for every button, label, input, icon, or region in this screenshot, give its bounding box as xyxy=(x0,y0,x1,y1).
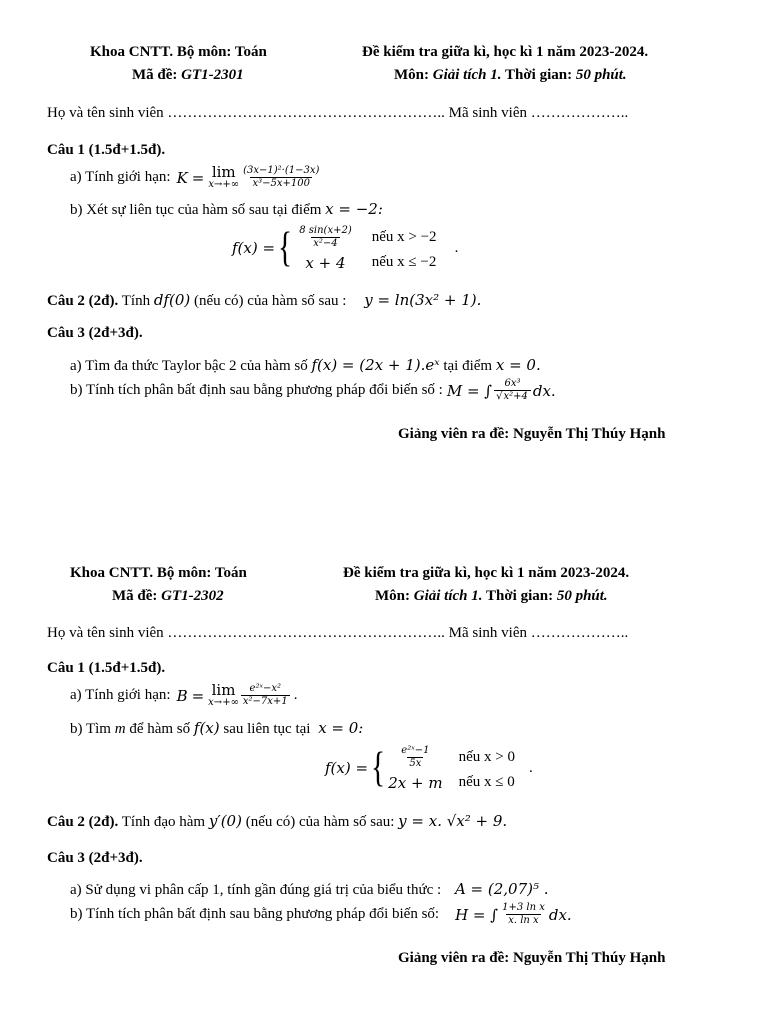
exam2-q2-expr: y′(0) xyxy=(208,812,242,830)
exam1-q1b-piece1-num: 8 sin(x+2) xyxy=(299,224,352,236)
exam2-subject-row xyxy=(375,588,608,605)
exam2-student-line: Họ và tên sinh viên ……………………………………………….. Mã sinh viên ……………….. xyxy=(47,625,629,641)
exam1-q3b-num: 6x³ xyxy=(504,378,521,389)
exam2-q2-title: Câu 2 (2đ). xyxy=(47,814,119,830)
exam1-q3a-text: a) Tìm đa thức Taylor bậc 2 của hàm số xyxy=(70,358,308,374)
exam1-q3a-point: x = 0. xyxy=(495,356,541,374)
exam1-q1a xyxy=(70,165,323,190)
exam1-q3b-den-wrap: √x²+4 xyxy=(494,390,531,403)
exam2-q1b-text2: để hàm số xyxy=(129,721,191,737)
exam1-q1a-den: x³−5x+100 xyxy=(252,178,310,189)
exam1-q3a-text2: tại điểm xyxy=(443,358,493,374)
exam1-q1a-num: (3x−1)²·(1−3x) xyxy=(243,165,320,176)
exam2-q1b-cases xyxy=(388,745,515,792)
exam1-q1a-var: K xyxy=(176,168,188,187)
exam2-q3b xyxy=(70,902,572,927)
exam2-code-row xyxy=(112,588,224,605)
exam1-q3-title: Câu 3 (2đ+3đ). xyxy=(47,325,143,341)
exam1-q1b-piece2: x + 4 xyxy=(305,253,346,272)
exam2-q1a-num: e²ˣ−x² xyxy=(249,683,282,694)
exam1-code-label: Mã đề: xyxy=(132,67,178,83)
exam1-subject-row xyxy=(394,67,627,84)
exam2-q1b-piecewise xyxy=(325,742,533,794)
exam1-q2-expr: df(0) xyxy=(153,291,191,309)
exam1-time-label: Thời gian: xyxy=(505,67,573,83)
exam2-q1b-cond2: nếu x ≤ 0 xyxy=(458,774,515,790)
exam2-subject: Giải tích 1. xyxy=(413,588,483,604)
exam2-q3a xyxy=(70,880,549,899)
exam2-dept: Khoa CNTT. Bộ môn: Toán xyxy=(70,565,247,581)
exam1-q1a-text: a) Tính giới hạn: xyxy=(70,169,171,185)
exam2-title: Đề kiểm tra giữa kì, học kì 1 năm 2023-2024. xyxy=(343,565,630,581)
exam1-q3b-text: b) Tính tích phân bất định sau bằng phương pháp đổi biến số : xyxy=(70,382,443,398)
exam1-q2-text: Tính xyxy=(121,293,151,309)
exam1-q1a-fraction xyxy=(241,165,321,190)
exam1-q1b-cases xyxy=(295,225,436,272)
exam2-q3b-den: x. ln x xyxy=(508,915,539,926)
exam2-q3a-expr: A = (2,07)⁵ . xyxy=(454,880,549,898)
exam2-q3-title: Câu 3 (2đ+3đ). xyxy=(47,850,143,866)
exam2-q1b xyxy=(70,719,363,738)
exam2-q1a xyxy=(70,683,297,708)
exam1-lecturer: Giảng viên ra đề: Nguyễn Thị Thúy Hạnh xyxy=(398,426,666,442)
exam2-code: GT1-2302 xyxy=(161,588,224,604)
exam1-q1b-piecewise xyxy=(232,222,458,274)
exam2-q1b-m: m xyxy=(114,721,126,737)
exam2-q1b-dot: . xyxy=(528,759,533,776)
exam1-title: Đề kiểm tra giữa kì, học kì 1 năm 2023-2024. xyxy=(362,44,649,60)
exam1-q3b-end: dx. xyxy=(532,381,556,400)
exam1-q1b-f: f(x) = xyxy=(232,239,276,257)
exam2-q1a-var: B xyxy=(176,686,188,705)
exam1-q3b-var: M = ∫ xyxy=(446,381,493,400)
exam2-subject-label: Môn: xyxy=(375,588,410,604)
exam2-q1b-fx: f(x) xyxy=(193,719,220,737)
exam1-q3b-fraction xyxy=(494,378,531,403)
exam1-time: 50 phút. xyxy=(575,67,627,83)
exam1-q1-title: Câu 1 (1.5đ+1.5đ). xyxy=(47,142,166,158)
exam2-q1a-fraction xyxy=(241,683,290,708)
exam1-q3b-den: x²+4 xyxy=(503,391,528,402)
exam2-time-label: Thời gian: xyxy=(486,588,554,604)
exam1-q1b-point: x = −2: xyxy=(325,200,383,218)
exam1-q1b-cond2: nếu x ≤ −2 xyxy=(371,254,437,270)
exam2-q2-text: Tính đạo hàm xyxy=(121,814,206,830)
exam2-q2-func: y = x. √x² + 9. xyxy=(398,812,508,830)
exam2-q3b-text: b) Tính tích phân bất định sau bằng phương pháp đổi biến số: xyxy=(70,906,440,922)
exam1-q2 xyxy=(47,291,481,310)
exam2-q1a-eq: = xyxy=(191,686,205,705)
exam2-q1b-piece1-den: 5x xyxy=(409,757,422,769)
exam2-q1b-piece2: 2x + m xyxy=(388,773,443,792)
exam2-q3b-var: H = ∫ xyxy=(455,905,499,924)
exam2-q3a-text: a) Sử dụng vi phân cấp 1, tính gần đúng giá trị của biểu thức : xyxy=(70,882,442,898)
exam1-subject-label: Môn: xyxy=(394,67,429,83)
exam2-q2 xyxy=(47,812,507,831)
exam1-q3b xyxy=(70,378,556,403)
exam2-code-label: Mã đề: xyxy=(112,588,158,604)
exam2-q1b-point: x = 0: xyxy=(318,719,364,737)
exam2-q1b-brace: { xyxy=(371,745,386,791)
exam2-time: 50 phút. xyxy=(556,588,608,604)
exam2-q1b-text: b) Tìm xyxy=(70,721,111,737)
exam2-q3b-fraction xyxy=(500,902,547,927)
exam1-code-row xyxy=(132,67,244,84)
exam1-dept: Khoa CNTT. Bộ môn: Toán xyxy=(90,44,267,60)
exam2-q1a-den: x²−7x+1 xyxy=(242,696,288,707)
exam1-subject: Giải tích 1. xyxy=(432,67,502,83)
exam1-q1b-brace: { xyxy=(278,225,293,271)
exam1-q1b xyxy=(70,200,383,219)
exam1-q3a xyxy=(70,356,541,375)
exam1-q1b-dot: . xyxy=(454,239,459,256)
exam2-lecturer: Giảng viên ra đề: Nguyễn Thị Thúy Hạnh xyxy=(398,950,666,966)
exam1-q2-func: y = ln(3x² + 1). xyxy=(364,291,482,309)
exam2-q1a-dot: . xyxy=(293,687,298,703)
exam2-q1b-cond1: nếu x > 0 xyxy=(458,748,515,765)
exam2-q1b-text3: sau liên tục tại xyxy=(223,721,311,737)
exam1-q1a-eq: = xyxy=(191,168,205,187)
exam2-q1a-lim: lim x→+∞ xyxy=(208,681,239,708)
exam1-code: GT1-2301 xyxy=(181,67,244,83)
exam2-q2-text2: (nếu có) của hàm số sau: xyxy=(245,814,395,830)
exam2-q1a-text: a) Tính giới hạn: xyxy=(70,687,171,703)
exam1-q2-text2: (nếu có) của hàm số sau : xyxy=(194,293,347,309)
exam1-q1b-text: b) Xét sự liên tục của hàm số sau tại điểm xyxy=(70,202,322,218)
exam2-q1-title: Câu 1 (1.5đ+1.5đ). xyxy=(47,660,166,676)
exam1-q2-title: Câu 2 (2đ). xyxy=(47,293,119,309)
exam1-student-line: Họ và tên sinh viên ……………………………………………….. Mã sinh viên ……………….. xyxy=(47,105,629,121)
exam2-q3b-num: 1+3 ln x xyxy=(502,902,545,913)
exam2-q1b-f: f(x) = xyxy=(325,759,369,777)
exam1-q1b-piece1-den: x²−4 xyxy=(313,237,338,249)
exam2-q1b-piece1 xyxy=(390,745,440,770)
exam1-q1b-cond1: nếu x > −2 xyxy=(371,228,437,245)
exam1-q1a-lim: lim x→+∞ xyxy=(208,163,240,190)
exam1-q1b-piece1 xyxy=(297,225,354,250)
exam1-q3a-func: f(x) = (2x + 1).eˣ xyxy=(311,356,440,374)
exam2-q3b-end: dx. xyxy=(548,905,572,924)
exam2-q1b-piece1-num: e²ˣ−1 xyxy=(401,744,430,756)
